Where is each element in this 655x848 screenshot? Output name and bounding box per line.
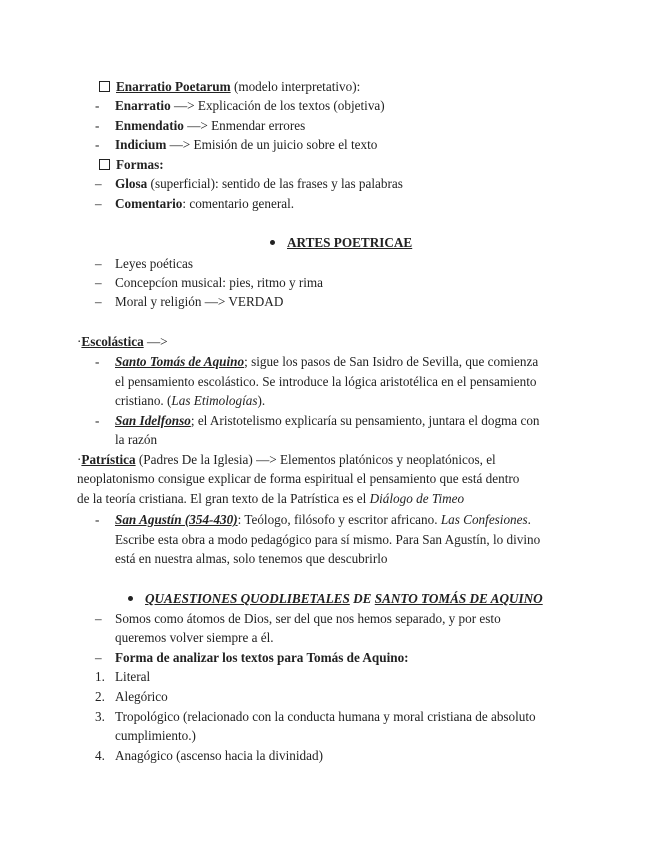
escolastica-heading [77, 332, 168, 352]
item-text: Tropológico (relacionado con la conducta humana y moral cristiana de absoluto [115, 709, 536, 724]
item-text: Alegórico [115, 689, 168, 704]
book-title: Diálogo de Timeo [369, 491, 465, 506]
list-number: 3. [95, 709, 105, 724]
quaestiones-title-end: SANTO TOMÁS DE AQUINO [374, 591, 543, 606]
list-item [95, 292, 283, 312]
quaestiones-title: QUAESTIONES QUODLIBETALES [145, 591, 350, 606]
book-title: Las Confesiones [440, 512, 528, 527]
enarratio-title: Enarratio Poetarum [116, 79, 231, 94]
item-text: ; sigue los pasos de San Isidro de Sevilla, que comienza [244, 354, 539, 369]
item-text-part: cristiano. ( [115, 393, 172, 408]
author-name: San Idelfonso [115, 413, 191, 428]
term-description: : comentario general. [182, 196, 295, 211]
patristica-heading [77, 450, 496, 470]
paragraph-text [77, 489, 464, 509]
list-number: 2. [95, 689, 105, 704]
bullet-icon [128, 596, 133, 601]
list-marker: – [95, 294, 102, 309]
author-name: Santo Tomás de Aquino [115, 354, 245, 369]
list-item [95, 648, 409, 668]
item-text: Literal [115, 669, 151, 684]
item-text: . [527, 512, 531, 527]
list-marker: – [95, 176, 102, 191]
item-text-part: ). [257, 393, 266, 408]
list-item [95, 273, 323, 293]
bullet-icon [270, 240, 275, 245]
list-marker: - [95, 118, 100, 133]
list-marker: – [95, 256, 102, 271]
list-marker: - [95, 98, 100, 113]
checkbox-icon [99, 159, 110, 170]
item-text: cumplimiento.) [115, 728, 196, 743]
list-number: 1. [95, 669, 105, 684]
forma-label: Forma de analizar los textos para Tomás de Aquino: [115, 650, 409, 665]
enarratio-heading [99, 77, 360, 97]
term: Enarratio [115, 98, 171, 113]
author-name: San Agustín (354-430) [115, 512, 238, 527]
item-text: : Teólogo, filósofo y escritor africano. [237, 512, 441, 527]
list-number: 4. [95, 748, 105, 763]
item-text: queremos volver siempre a él. [115, 630, 274, 645]
term-description: —> Emisión de un juicio sobre el texto [166, 137, 378, 152]
artes-title: ARTES POETRICAE [287, 235, 413, 250]
numbered-item [95, 707, 536, 727]
paragraph-text: neoplatonismo consigue explicar de forma espiritual el pensamiento que está dentro [77, 471, 520, 486]
formas-heading [99, 155, 164, 175]
list-item [95, 609, 501, 629]
term: Enmendatio [115, 118, 184, 133]
item-text: ; el Aristotelismo explicaría su pensamiento, juntara el dogma con [190, 413, 540, 428]
numbered-item [95, 667, 150, 687]
term: Glosa [115, 176, 148, 191]
heading-prefix: · [77, 452, 82, 467]
list-marker: – [95, 275, 102, 290]
list-item [95, 116, 305, 136]
paragraph-text-part: de la teoría cristiana. El gran texto de la Patrística es el [77, 491, 370, 506]
numbered-item [95, 746, 323, 766]
term: Indicium [115, 137, 167, 152]
list-item [95, 254, 193, 274]
term-description: —> Enmendar errores [183, 118, 306, 133]
list-marker: - [95, 137, 100, 152]
term-description: (superficial): sentido de las frases y las palabras [147, 176, 403, 191]
enarratio-title-rest: (modelo interpretativo): [230, 79, 361, 94]
term-description: —> Explicación de los textos (objetiva) [170, 98, 385, 113]
list-marker: - [95, 354, 100, 369]
heading-prefix: · [77, 334, 82, 349]
quaestiones-title-mid: DE [349, 591, 375, 606]
formas-label: Formas: [116, 157, 164, 172]
escolastica-label: Escolástica [81, 334, 144, 349]
item-text: Escribe esta obra a modo pedagógico para sí mismo. Para San Agustín, lo divino [115, 532, 541, 547]
list-item [95, 96, 385, 116]
list-item [95, 411, 540, 431]
list-text: Moral y religión —> VERDAD [115, 294, 284, 309]
item-text: está en nuestra almas, solo tenemos que descubrirlo [115, 551, 388, 566]
list-marker: – [95, 650, 102, 665]
term: Comentario [115, 196, 183, 211]
item-text: Somos como átomos de Dios, ser del que nos hemos separado, y por esto [115, 611, 501, 626]
list-item [95, 352, 538, 372]
list-marker: – [95, 611, 102, 626]
artes-heading [270, 233, 412, 253]
list-marker: - [95, 512, 100, 527]
book-title: Las Etimologías [171, 393, 258, 408]
item-text: el pensamiento escolástico. Se introduce la lógica aristotélica en el pensamiento [115, 374, 537, 389]
list-text: Leyes poéticas [115, 256, 193, 271]
list-item [95, 135, 377, 155]
paragraph-text: (Padres De la Iglesia) —> Elementos platónicos y neoplatónicos, el [135, 452, 496, 467]
item-text: Anagógico (ascenso hacia la divinidad) [115, 748, 323, 763]
list-marker: - [95, 413, 100, 428]
item-text: la razón [115, 432, 158, 447]
list-item [95, 194, 294, 214]
list-item [95, 510, 531, 530]
list-text: Concepcíon musical: pies, ritmo y rima [115, 275, 324, 290]
numbered-item [95, 687, 168, 707]
quaestiones-heading [128, 589, 543, 609]
list-item [95, 174, 403, 194]
list-marker: – [95, 196, 102, 211]
heading-arrow: —> [143, 334, 168, 349]
patristica-label: Patrística [81, 452, 136, 467]
checkbox-icon [99, 81, 110, 92]
item-text [115, 391, 265, 411]
